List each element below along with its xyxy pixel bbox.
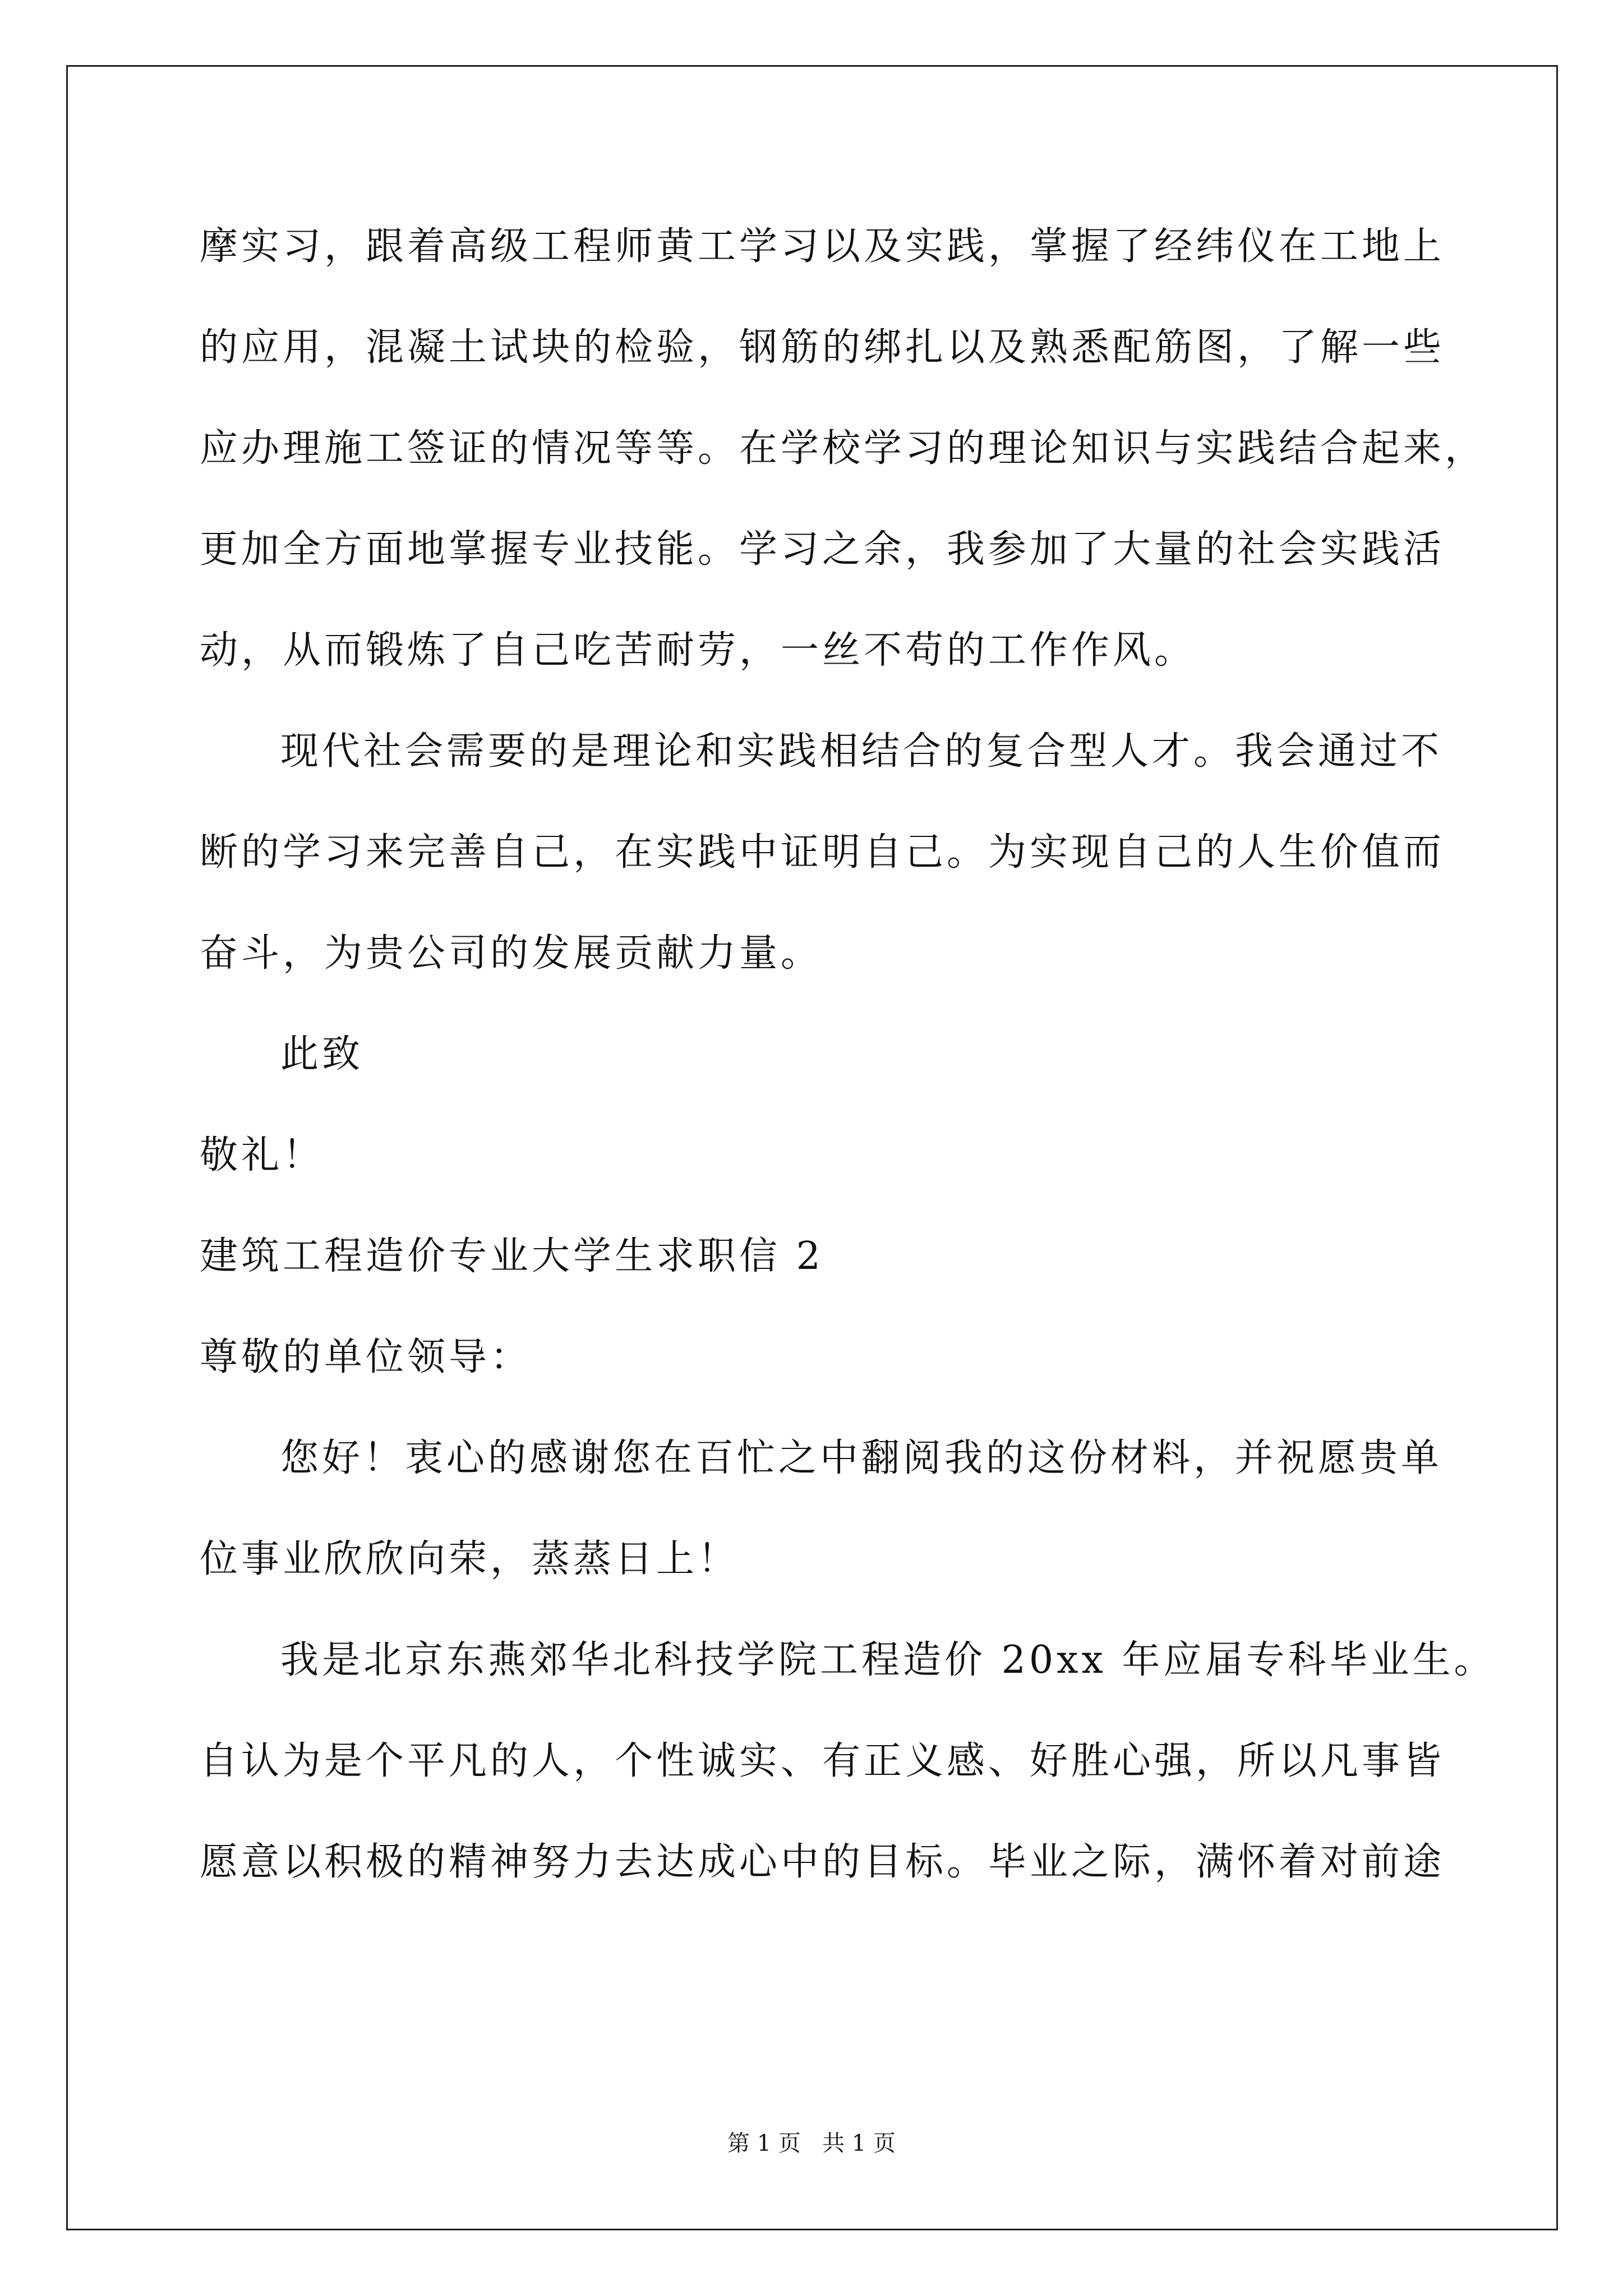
body-line-17: 愿意以积极的精神努力去达成心中的目标。毕业之际，满怀着对前途 bbox=[200, 1840, 1445, 1884]
body-line-15: 我是北京东燕郊华北科技学院工程造价 20xx 年应届专科毕业生。 bbox=[280, 1638, 1496, 1682]
body-line-2: 的应用，混凝土试块的检验，钢筋的绑扎以及熟悉配筋图，了解一些 bbox=[200, 325, 1445, 370]
body-line-5: 动，从而锻炼了自己吃苦耐劳，一丝不苟的工作作风。 bbox=[200, 628, 1196, 673]
body-line-14: 位事业欣欣向荣，蒸蒸日上！ bbox=[200, 1537, 740, 1581]
body-line-1: 摩实习，跟着高级工程师黄工学习以及实践，掌握了经纬仪在工地上 bbox=[200, 224, 1445, 269]
body-line-16: 自认为是个平凡的人，个性诚实、有正义感、好胜心强，所以凡事皆 bbox=[200, 1739, 1445, 1783]
closing-salutation: 此致 bbox=[280, 1032, 364, 1076]
body-line-6: 现代社会需要的是理论和实践相结合的复合型人才。我会通过不 bbox=[280, 729, 1443, 774]
closing-regards: 敬礼！ bbox=[200, 1133, 325, 1177]
greeting: 尊敬的单位领导： bbox=[200, 1335, 532, 1379]
section-title: 建筑工程造价专业大学生求职信 2 bbox=[200, 1234, 824, 1278]
body-line-3: 应办理施工签证的情况等等。在学校学习的理论知识与实践结合起来， bbox=[200, 426, 1487, 471]
body-line-13: 您好！衷心的感谢您在百忙之中翻阅我的这份材料，并祝愿贵单 bbox=[280, 1436, 1443, 1480]
page-footer: 第 1 页 共 1 页 bbox=[727, 2131, 896, 2156]
body-line-8: 奋斗，为贵公司的发展贡献力量。 bbox=[200, 931, 823, 976]
body-line-7: 断的学习来完善自己，在实践中证明自己。为实现自己的人生价值而 bbox=[200, 830, 1445, 875]
body-line-4: 更加全方面地掌握专业技能。学习之余，我参加了大量的社会实践活 bbox=[200, 527, 1445, 572]
